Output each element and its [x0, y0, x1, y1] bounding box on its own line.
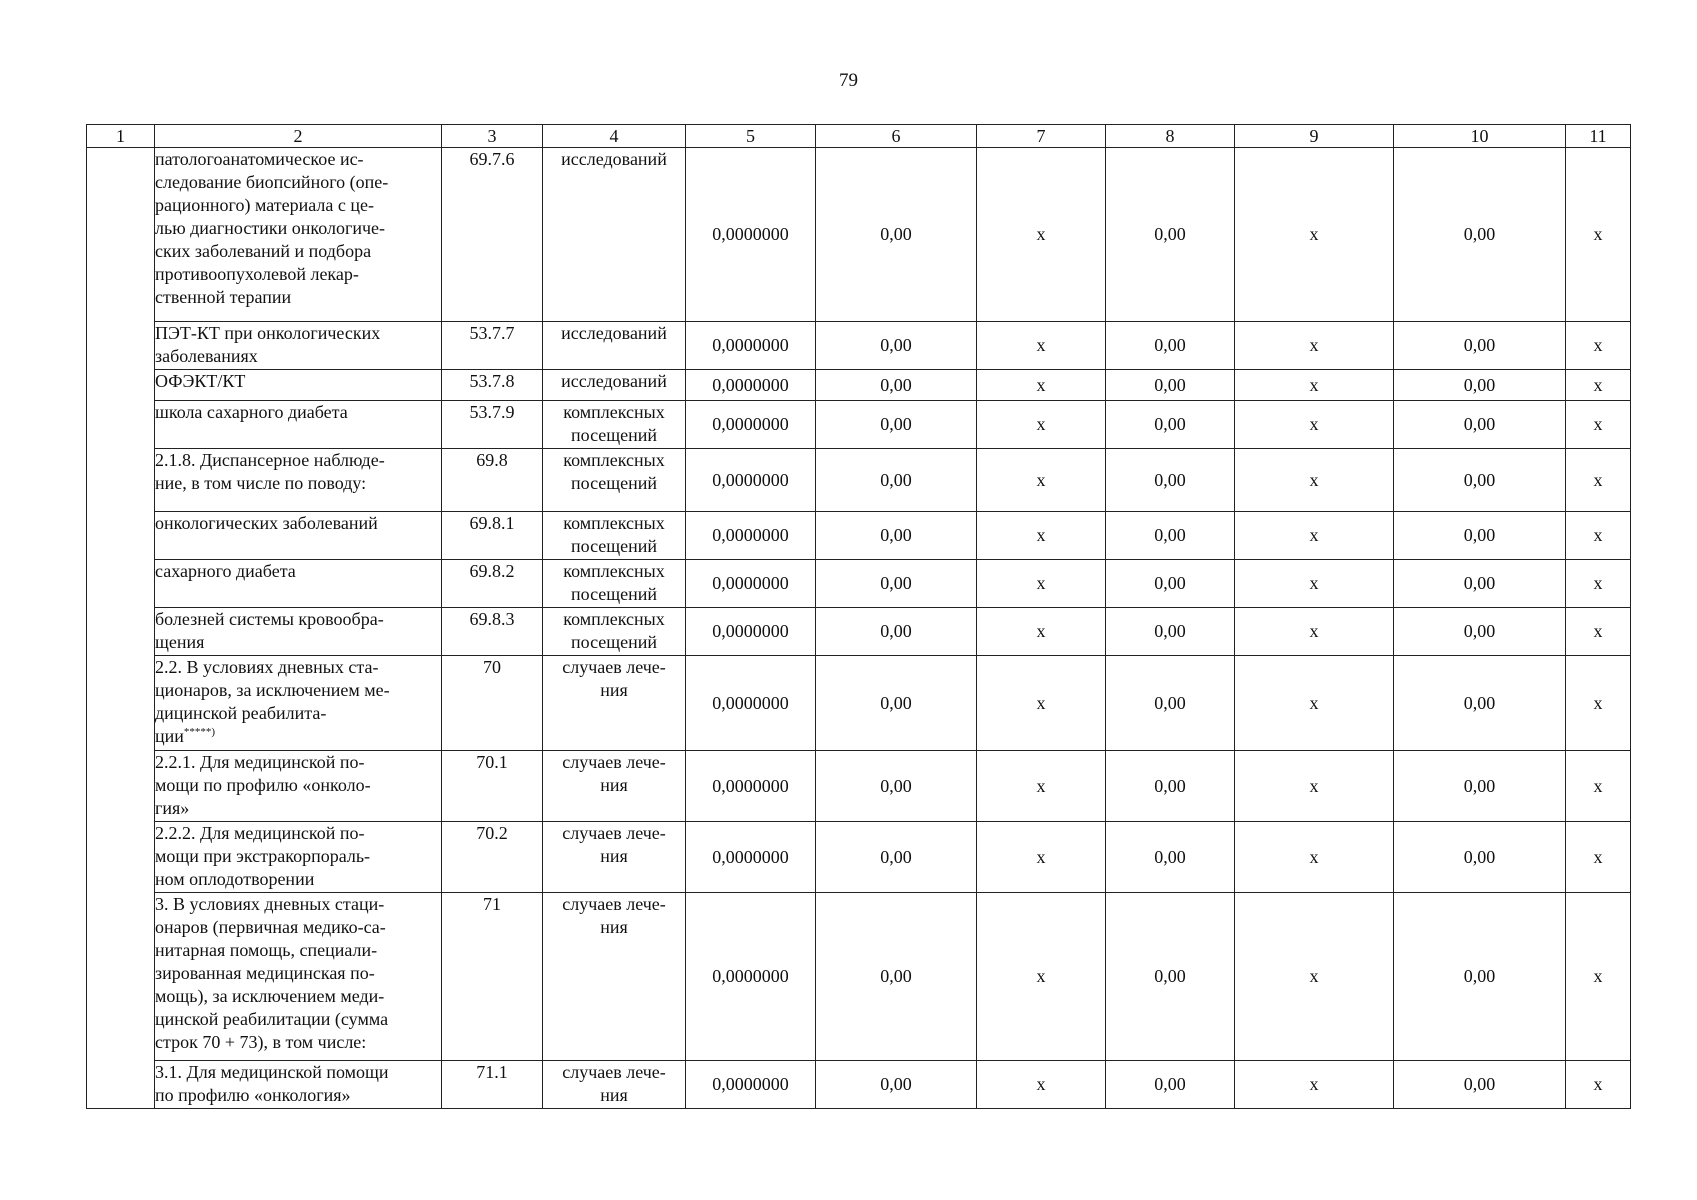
- value-cell-10: [1394, 656, 1566, 751]
- value-cell-9-text: х: [1309, 224, 1319, 244]
- value-cell-6: [816, 656, 977, 751]
- table-row: [87, 822, 1631, 893]
- value-cell-7-text: х: [1036, 414, 1046, 434]
- value-cell-8-text: 0,00: [1154, 224, 1186, 244]
- value-cell-11-text: х: [1593, 224, 1603, 244]
- indicator-name-cell: [155, 1061, 442, 1109]
- row-code-cell-text: 70: [483, 657, 501, 677]
- value-cell-11: [1566, 608, 1631, 656]
- value-cell-8: [1106, 822, 1235, 893]
- table-row: [87, 656, 1631, 751]
- value-cell-11-text: х: [1593, 846, 1603, 867]
- value-cell-5-text: 0,0000000: [712, 224, 789, 244]
- value-cell-11-text: х: [1593, 1074, 1603, 1094]
- indicator-name-cell-text: 3.1. Для медицинской помощи по профилю «онкология»: [155, 1062, 389, 1105]
- value-cell-8-text: 0,00: [1154, 621, 1186, 641]
- unit-cell: [543, 1061, 686, 1109]
- value-cell-7-text: х: [1036, 335, 1046, 355]
- value-cell-10: [1394, 449, 1566, 512]
- row-code-cell-text: 71.1: [476, 1062, 508, 1082]
- value-cell-5-text: 0,0000000: [712, 469, 789, 490]
- indicator-name-cell: [155, 401, 442, 449]
- value-cell-10-text: 0,00: [1463, 374, 1496, 395]
- value-cell-7-text: х: [1036, 525, 1046, 545]
- value-cell-9: [1235, 449, 1394, 512]
- value-cell-10-text: 0,00: [1463, 692, 1496, 713]
- value-cell-9-text: х: [1309, 335, 1319, 355]
- value-cell-8: [1106, 893, 1235, 1061]
- value-cell-7-text: х: [1036, 469, 1046, 490]
- col-header: 11: [1566, 125, 1631, 148]
- value-cell-10-text: 0,00: [1463, 525, 1496, 545]
- value-cell-9-text: х: [1309, 469, 1319, 490]
- value-cell-8: [1106, 148, 1235, 322]
- col-header: 3: [442, 125, 543, 148]
- value-cell-10: [1394, 893, 1566, 1061]
- value-cell-11-text: х: [1593, 525, 1603, 545]
- value-cell-9-text: х: [1309, 1074, 1319, 1094]
- value-cell-6-text: 0,00: [880, 775, 912, 796]
- value-cell-6-text: 0,00: [880, 224, 912, 244]
- row-code-cell-text: 70.2: [476, 823, 508, 843]
- value-cell-8: [1106, 608, 1235, 656]
- row-code-cell-text: 71: [483, 894, 501, 914]
- value-cell-6: [816, 449, 977, 512]
- value-cell-5: [686, 148, 816, 322]
- value-cell-8: [1106, 401, 1235, 449]
- table-row: [87, 322, 1631, 370]
- unit-cell-text: комплексных посещений: [563, 561, 665, 604]
- value-cell-10: [1394, 822, 1566, 893]
- value-cell-8-text: 0,00: [1154, 469, 1186, 490]
- value-cell-11: [1566, 822, 1631, 893]
- value-cell-8: [1106, 751, 1235, 822]
- value-cell-6-text: 0,00: [880, 966, 912, 986]
- value-cell-9-text: х: [1309, 374, 1319, 395]
- row-code-cell: [442, 148, 543, 322]
- value-cell-9: [1235, 322, 1394, 370]
- value-cell-8: [1106, 560, 1235, 608]
- value-cell-5-text: 0,0000000: [712, 775, 789, 796]
- value-cell-8: [1106, 656, 1235, 751]
- value-cell-8: [1106, 370, 1235, 401]
- row-code-cell: [442, 1061, 543, 1109]
- table-row: [87, 449, 1631, 512]
- value-cell-8-text: 0,00: [1154, 335, 1186, 355]
- value-cell-10: [1394, 608, 1566, 656]
- value-cell-10-text: 0,00: [1463, 414, 1496, 434]
- col-header: 6: [816, 125, 977, 148]
- row-code-cell: [442, 560, 543, 608]
- col-header: 9: [1235, 125, 1394, 148]
- value-cell-9-text: х: [1309, 414, 1319, 434]
- value-cell-7-text: х: [1036, 846, 1046, 867]
- table-row: [87, 1061, 1631, 1109]
- value-cell-11-text: х: [1593, 692, 1603, 713]
- value-cell-5: [686, 822, 816, 893]
- unit-cell-text: исследований: [561, 149, 667, 169]
- value-cell-7: [977, 512, 1106, 560]
- footnote-mark: *****): [183, 726, 216, 738]
- unit-cell-text: исследований: [561, 371, 667, 391]
- unit-cell-text: комплексных посещений: [563, 402, 665, 445]
- value-cell-10-text: 0,00: [1463, 573, 1496, 593]
- table-row: [87, 560, 1631, 608]
- value-cell-8-text: 0,00: [1154, 1074, 1186, 1094]
- data-table: [86, 124, 1631, 1109]
- value-cell-5-text: 0,0000000: [712, 846, 789, 867]
- col-header: 1: [87, 125, 155, 148]
- table-row: [87, 512, 1631, 560]
- row-code-cell-text: 69.8.3: [469, 609, 515, 629]
- table-row: [87, 401, 1631, 449]
- value-cell-8: [1106, 1061, 1235, 1109]
- indicator-name-cell-text: 3. В условиях дневных стаци- онаров (первичная медико-са- нитарная помощь, специали- зированная медицинская по- мощь), за исключением меди- цинской реабилитации (сумма строк 70 + 73), в том числе:: [155, 894, 389, 1052]
- value-cell-6: [816, 822, 977, 893]
- col-header: 2: [155, 125, 442, 148]
- table-row: [87, 608, 1631, 656]
- indicator-name-cell: [155, 512, 442, 560]
- indicator-name-cell-text: школа сахарного диабета: [155, 402, 348, 422]
- value-cell-10: [1394, 148, 1566, 322]
- value-cell-5-text: 0,0000000: [712, 966, 789, 986]
- unit-cell: [543, 751, 686, 822]
- unit-cell: [543, 322, 686, 370]
- value-cell-10: [1394, 370, 1566, 401]
- row-code-cell: [442, 449, 543, 512]
- value-cell-9: [1235, 656, 1394, 751]
- value-cell-7-text: х: [1036, 1074, 1046, 1094]
- value-cell-9: [1235, 148, 1394, 322]
- unit-cell: [543, 449, 686, 512]
- row-code-cell: [442, 512, 543, 560]
- value-cell-7-text: х: [1036, 621, 1046, 641]
- value-cell-9: [1235, 512, 1394, 560]
- value-cell-9-text: х: [1309, 692, 1319, 713]
- row-code-cell-text: 53.7.8: [469, 371, 515, 391]
- value-cell-9: [1235, 822, 1394, 893]
- unit-cell-text: комплексных посещений: [563, 450, 665, 493]
- value-cell-7: [977, 893, 1106, 1061]
- value-cell-8-text: 0,00: [1154, 525, 1186, 545]
- indicator-name-cell: [155, 449, 442, 512]
- value-cell-11-text: х: [1593, 414, 1603, 434]
- row-code-cell: [442, 822, 543, 893]
- value-cell-10-text: 0,00: [1463, 966, 1496, 986]
- value-cell-6-text: 0,00: [880, 846, 912, 867]
- col-header: 10: [1394, 125, 1566, 148]
- value-cell-11-text: х: [1593, 621, 1603, 641]
- value-cell-6-text: 0,00: [880, 1074, 912, 1094]
- column-number-row: [87, 125, 1631, 148]
- unit-cell-text: комплексных посещений: [563, 609, 665, 652]
- value-cell-10-text: 0,00: [1463, 469, 1496, 490]
- indicator-name-cell-text: 2.2. В условиях дневных ста- ционаров, за исключением ме- дицинской реабилита- ции: [155, 657, 390, 746]
- indicator-name-cell-text: ОФЭКТ/КТ: [155, 371, 246, 391]
- unit-cell: [543, 560, 686, 608]
- value-cell-11: [1566, 656, 1631, 751]
- value-cell-6-text: 0,00: [880, 374, 912, 395]
- value-cell-6-text: 0,00: [880, 692, 912, 713]
- indicator-name-cell: [155, 322, 442, 370]
- unit-cell: [543, 401, 686, 449]
- row-code-cell-text: 69.7.6: [469, 149, 515, 169]
- value-cell-8-text: 0,00: [1154, 775, 1186, 796]
- value-cell-10: [1394, 401, 1566, 449]
- value-cell-7: [977, 322, 1106, 370]
- unit-cell: [543, 512, 686, 560]
- value-cell-10: [1394, 322, 1566, 370]
- value-cell-10-text: 0,00: [1463, 621, 1496, 641]
- value-cell-7: [977, 751, 1106, 822]
- value-cell-7-text: х: [1036, 374, 1046, 395]
- value-cell-10: [1394, 560, 1566, 608]
- unit-cell-text: комплексных посещений: [563, 513, 665, 556]
- unit-cell: [543, 893, 686, 1061]
- table-row: [87, 751, 1631, 822]
- value-cell-11-text: х: [1593, 335, 1603, 355]
- col-header: 8: [1106, 125, 1235, 148]
- table-body: [87, 148, 1631, 1109]
- value-cell-6: [816, 148, 977, 322]
- indicator-name-cell: [155, 751, 442, 822]
- value-cell-5: [686, 893, 816, 1061]
- value-cell-6-text: 0,00: [880, 335, 912, 355]
- value-cell-5-text: 0,0000000: [712, 525, 789, 545]
- unit-cell: [543, 148, 686, 322]
- value-cell-5: [686, 656, 816, 751]
- value-cell-6: [816, 893, 977, 1061]
- value-cell-8: [1106, 449, 1235, 512]
- value-cell-9-text: х: [1309, 573, 1319, 593]
- value-cell-7: [977, 370, 1106, 401]
- indicator-name-cell-text: ПЭТ-КТ при онкологических заболеваниях: [155, 323, 381, 366]
- value-cell-9-text: х: [1309, 621, 1319, 641]
- value-cell-10-text: 0,00: [1463, 1074, 1496, 1094]
- unit-cell-text: случаев лече- ния: [562, 752, 666, 795]
- value-cell-5: [686, 751, 816, 822]
- value-cell-6: [816, 1061, 977, 1109]
- value-cell-10-text: 0,00: [1463, 335, 1496, 355]
- value-cell-8-text: 0,00: [1154, 573, 1186, 593]
- value-cell-5: [686, 322, 816, 370]
- value-cell-5-text: 0,0000000: [712, 573, 789, 593]
- value-cell-9-text: х: [1309, 525, 1319, 545]
- unit-cell-text: случаев лече- ния: [562, 1062, 666, 1105]
- value-cell-5-text: 0,0000000: [712, 414, 789, 434]
- indicator-name-cell: [155, 656, 442, 751]
- value-cell-7-text: х: [1036, 775, 1046, 796]
- row-code-cell: [442, 751, 543, 822]
- row-code-cell: [442, 370, 543, 401]
- value-cell-5-text: 0,0000000: [712, 621, 789, 641]
- value-cell-6: [816, 401, 977, 449]
- value-cell-7-text: х: [1036, 692, 1046, 713]
- indicator-name-cell-text: 2.1.8. Диспансерное наблюде- ние, в том числе по поводу:: [155, 450, 385, 493]
- value-cell-11: [1566, 751, 1631, 822]
- value-cell-11-text: х: [1593, 469, 1603, 490]
- value-cell-9: [1235, 751, 1394, 822]
- value-cell-6: [816, 322, 977, 370]
- value-cell-6: [816, 608, 977, 656]
- row-code-cell-text: 53.7.7: [469, 323, 515, 343]
- value-cell-9: [1235, 608, 1394, 656]
- value-cell-9: [1235, 401, 1394, 449]
- value-cell-5: [686, 560, 816, 608]
- value-cell-7-text: х: [1036, 573, 1046, 593]
- value-cell-6-text: 0,00: [880, 525, 912, 545]
- indicator-name-cell-text: 2.2.1. Для медицинской по- мощи по профилю «онколо- гия»: [155, 752, 371, 818]
- value-cell-9: [1235, 370, 1394, 401]
- value-cell-5-text: 0,0000000: [712, 335, 789, 355]
- value-cell-10-text: 0,00: [1463, 224, 1496, 244]
- page-number: 79: [839, 70, 858, 91]
- value-cell-8-text: 0,00: [1154, 846, 1186, 867]
- indicator-name-cell: [155, 148, 442, 322]
- value-cell-8: [1106, 512, 1235, 560]
- value-cell-8-text: 0,00: [1154, 374, 1186, 395]
- value-cell-8-text: 0,00: [1154, 692, 1186, 713]
- value-cell-11: [1566, 560, 1631, 608]
- value-cell-7-text: х: [1036, 966, 1046, 986]
- col-header: 5: [686, 125, 816, 148]
- value-cell-8-text: 0,00: [1154, 966, 1186, 986]
- table-row: [87, 370, 1631, 401]
- unit-cell-text: случаев лече- ния: [562, 657, 666, 700]
- value-cell-11-text: х: [1593, 374, 1603, 395]
- value-cell-11: [1566, 401, 1631, 449]
- value-cell-5: [686, 1061, 816, 1109]
- unit-cell-text: случаев лече- ния: [562, 823, 666, 866]
- indicator-name-cell-text: сахарного диабета: [155, 561, 296, 581]
- value-cell-11-text: х: [1593, 966, 1603, 986]
- value-cell-11: [1566, 449, 1631, 512]
- row-number-cell: [87, 148, 155, 1109]
- value-cell-7: [977, 1061, 1106, 1109]
- value-cell-6: [816, 512, 977, 560]
- value-cell-10-text: 0,00: [1463, 775, 1496, 796]
- value-cell-5: [686, 449, 816, 512]
- value-cell-9: [1235, 893, 1394, 1061]
- value-cell-8-text: 0,00: [1154, 414, 1186, 434]
- value-cell-6: [816, 560, 977, 608]
- value-cell-11: [1566, 322, 1631, 370]
- value-cell-5-text: 0,0000000: [712, 692, 789, 713]
- row-code-cell: [442, 608, 543, 656]
- indicator-name-cell-text: болезней системы кровообра- щения: [155, 609, 384, 652]
- indicator-name-cell: [155, 608, 442, 656]
- value-cell-11: [1566, 1061, 1631, 1109]
- value-cell-9-text: х: [1309, 775, 1319, 796]
- value-cell-10: [1394, 751, 1566, 822]
- value-cell-6-text: 0,00: [880, 414, 912, 434]
- value-cell-5: [686, 608, 816, 656]
- row-code-cell-text: 70.1: [476, 752, 508, 772]
- value-cell-9-text: х: [1309, 966, 1319, 986]
- row-code-cell: [442, 893, 543, 1061]
- value-cell-6: [816, 751, 977, 822]
- value-cell-5: [686, 512, 816, 560]
- value-cell-6: [816, 370, 977, 401]
- indicator-name-cell: [155, 893, 442, 1061]
- value-cell-6-text: 0,00: [880, 621, 912, 641]
- unit-cell: [543, 608, 686, 656]
- value-cell-10-text: 0,00: [1463, 846, 1496, 867]
- row-code-cell-text: 53.7.9: [469, 402, 515, 422]
- value-cell-11: [1566, 370, 1631, 401]
- row-code-cell: [442, 401, 543, 449]
- table-row: [87, 148, 1631, 322]
- unit-cell: [543, 370, 686, 401]
- value-cell-6-text: 0,00: [880, 573, 912, 593]
- row-code-cell: [442, 656, 543, 751]
- value-cell-5-text: 0,0000000: [712, 374, 789, 395]
- indicator-name-cell-text: патологоанатомическое ис- следование биопсийного (опе- рационного) материала с це- лью диагностики онкологиче- ских заболеваний и подбора противоопухолевой лекар- ственной терапии: [155, 149, 389, 307]
- value-cell-10: [1394, 512, 1566, 560]
- value-cell-10: [1394, 1061, 1566, 1109]
- value-cell-11: [1566, 148, 1631, 322]
- value-cell-9: [1235, 560, 1394, 608]
- value-cell-7-text: х: [1036, 224, 1046, 244]
- value-cell-6-text: 0,00: [880, 469, 912, 490]
- value-cell-11-text: х: [1593, 573, 1603, 593]
- value-cell-7: [977, 449, 1106, 512]
- row-code-cell-text: 69.8: [476, 450, 508, 470]
- value-cell-9: [1235, 1061, 1394, 1109]
- value-cell-5-text: 0,0000000: [712, 1074, 789, 1094]
- value-cell-11-text: х: [1593, 775, 1603, 796]
- row-code-cell: [442, 322, 543, 370]
- indicator-name-cell: [155, 370, 442, 401]
- unit-cell-text: случаев лече- ния: [562, 894, 666, 937]
- value-cell-7: [977, 148, 1106, 322]
- col-header: 4: [543, 125, 686, 148]
- value-cell-5: [686, 401, 816, 449]
- indicator-name-cell-text: онкологических заболеваний: [155, 513, 378, 533]
- value-cell-7: [977, 401, 1106, 449]
- unit-cell: [543, 656, 686, 751]
- row-code-cell-text: 69.8.2: [469, 561, 515, 581]
- value-cell-7: [977, 560, 1106, 608]
- value-cell-11: [1566, 893, 1631, 1061]
- value-cell-5: [686, 370, 816, 401]
- value-cell-7: [977, 656, 1106, 751]
- indicator-name-cell-text: 2.2.2. Для медицинской по- мощи при экстракорпораль- ном оплодотворении: [155, 823, 371, 889]
- indicator-name-cell: [155, 560, 442, 608]
- value-cell-9-text: х: [1309, 846, 1319, 867]
- value-cell-11: [1566, 512, 1631, 560]
- table-row: [87, 893, 1631, 1061]
- row-code-cell-text: 69.8.1: [469, 513, 515, 533]
- col-header: 7: [977, 125, 1106, 148]
- value-cell-7: [977, 608, 1106, 656]
- unit-cell-text: исследований: [561, 323, 667, 343]
- indicator-name-cell: [155, 822, 442, 893]
- value-cell-8: [1106, 322, 1235, 370]
- value-cell-7: [977, 822, 1106, 893]
- unit-cell: [543, 822, 686, 893]
